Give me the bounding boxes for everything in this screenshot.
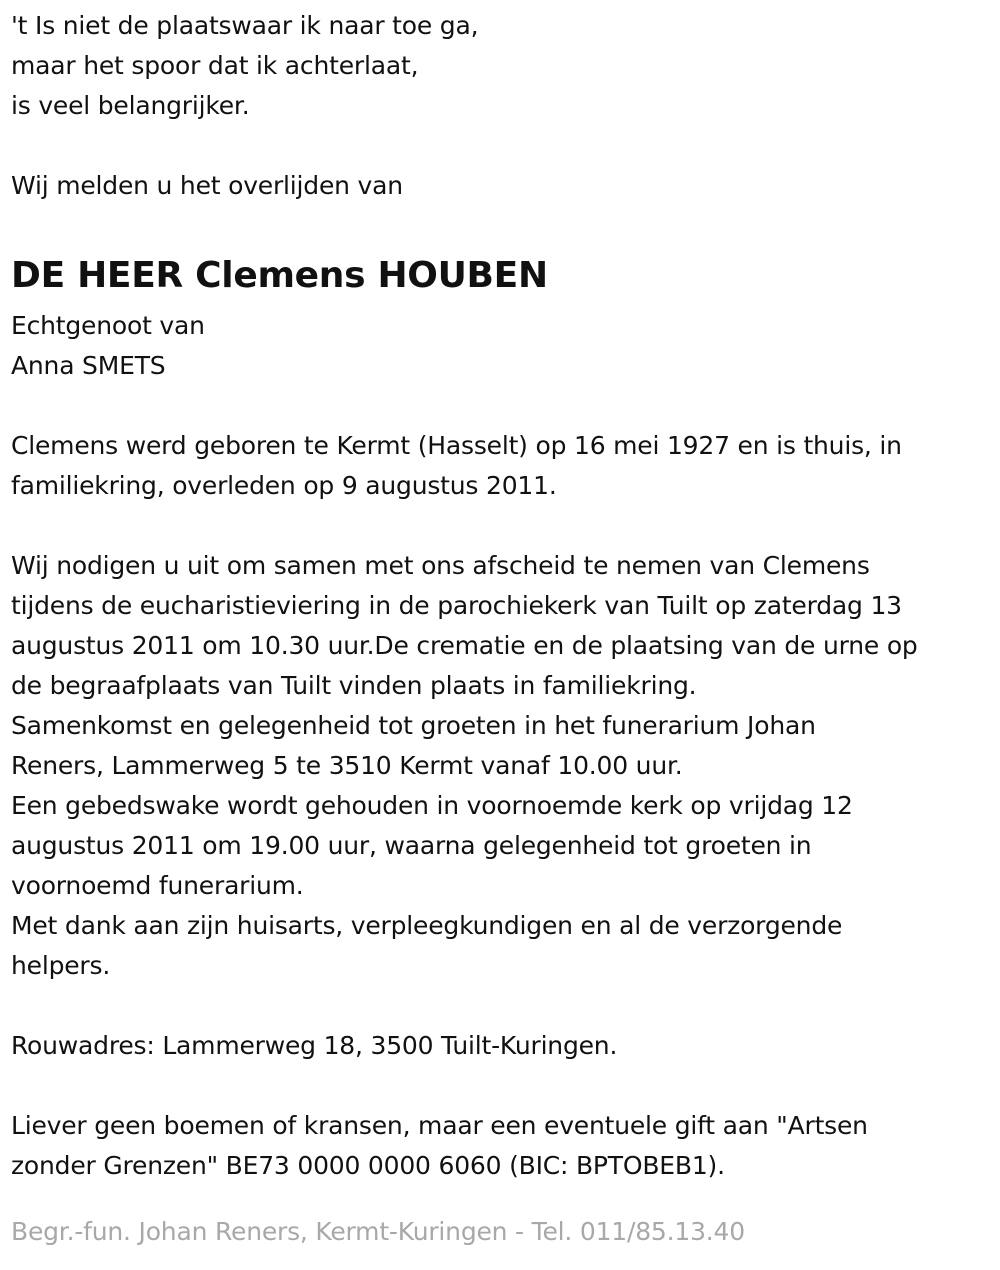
paragraph-line: tijdens de eucharistieviering in de parochiekerk van Tuilt op zaterdag 13 <box>11 591 902 620</box>
paragraph-line: Liever geen boemen of kransen, maar een eventuele gift aan "Artsen <box>11 1111 868 1140</box>
donation-paragraph <box>11 1106 991 1186</box>
paragraph-line: augustus 2011 om 19.00 uur, waarna gelegenheid tot groeten in <box>11 831 812 860</box>
paragraph-line: familiekring, overleden op 9 augustus 2011. <box>11 471 557 500</box>
spouse-name: Anna SMETS <box>11 351 166 380</box>
spacer <box>11 126 991 166</box>
paragraph-line: Reners, Lammerweg 5 te 3510 Kermt vanaf 10.00 uur. <box>11 751 683 780</box>
deceased-name: DE HEER Clemens HOUBEN <box>11 255 548 296</box>
spacer <box>11 1066 991 1106</box>
spouse-label: Echtgenoot van <box>11 311 205 340</box>
motto-line: 't Is niet de plaatswaar ik naar toe ga, <box>11 11 479 40</box>
paragraph-line: helpers. <box>11 951 111 980</box>
paragraph-line: Met dank aan zijn huisarts, verpleegkundigen en al de verzorgende <box>11 911 843 940</box>
motto-line: maar het spoor dat ik achterlaat, <box>11 51 419 80</box>
announcement: Wij melden u het overlijden van <box>11 171 403 200</box>
funeral-home-footer: Begr.-fun. Johan Reners, Kermt-Kuringen - Tel. 011/85.13.40 <box>11 1217 745 1246</box>
paragraph-line: voornoemd funerarium. <box>11 871 304 900</box>
mourning-address: Rouwadres: Lammerweg 18, 3500 Tuilt-Kuringen. <box>11 1031 618 1060</box>
spacer <box>11 206 991 246</box>
paragraph-line: Clemens werd geboren te Kermt (Hasselt) op 16 mei 1927 en is thuis, in <box>11 431 902 460</box>
paragraph-line: zonder Grenzen" BE73 0000 0000 6060 (BIC: BPTOBEB1). <box>11 1151 725 1180</box>
paragraph-line: Wij nodigen u uit om samen met ons afscheid te nemen van Clemens <box>11 551 870 580</box>
paragraph-line: de begraafplaats van Tuilt vinden plaats in familiekring. <box>11 671 697 700</box>
motto <box>11 6 991 126</box>
spacer <box>11 506 991 546</box>
paragraph-line: Samenkomst en gelegenheid tot groeten in het funerarium Johan <box>11 711 816 740</box>
ceremony-paragraph <box>11 546 991 986</box>
motto-line: is veel belangrijker. <box>11 91 250 120</box>
spacer <box>11 386 991 426</box>
death-notice <box>11 6 991 1186</box>
paragraph-line: Een gebedswake wordt gehouden in voornoemde kerk op vrijdag 12 <box>11 791 853 820</box>
birth-death-paragraph <box>11 426 991 506</box>
paragraph-line: augustus 2011 om 10.30 uur.De crematie en de plaatsing van de urne op <box>11 631 918 660</box>
spacer <box>11 986 991 1026</box>
